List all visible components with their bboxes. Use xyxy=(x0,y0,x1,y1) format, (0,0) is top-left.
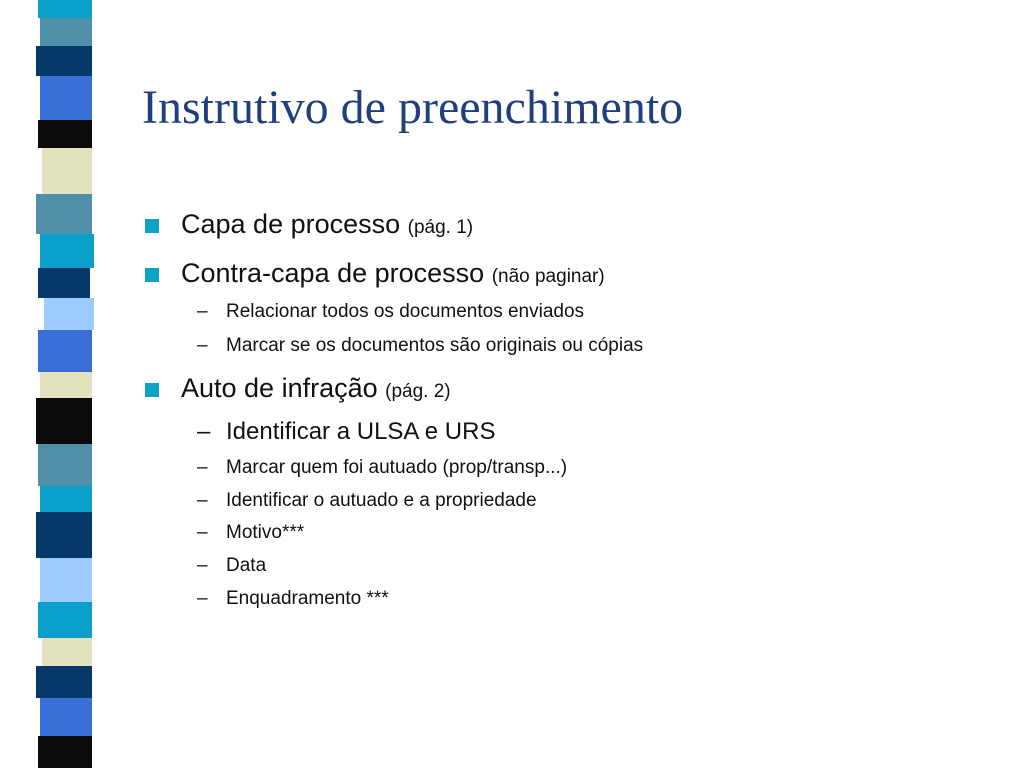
dash-bullet-icon: – xyxy=(197,418,211,445)
sub-list-item: Enquadramento *** xyxy=(226,588,389,609)
list-item xyxy=(181,211,473,238)
square-bullet-icon xyxy=(145,268,159,282)
dash-bullet-icon: – xyxy=(197,490,208,511)
sub-list-item: Identificar o autuado e a propriedade xyxy=(226,490,537,511)
item-note: (não paginar) xyxy=(491,266,605,287)
sub-list-item: Marcar se os documentos são originais ou cópias xyxy=(226,335,644,356)
item-text: Contra-capa de processo xyxy=(181,258,485,288)
sub-list-item: Motivo*** xyxy=(226,522,305,543)
sub-list-item: Relacionar todos os documentos enviados xyxy=(226,301,585,322)
dash-bullet-icon: – xyxy=(197,555,208,576)
dash-bullet-icon: – xyxy=(197,588,208,609)
item-text: Auto de infração xyxy=(181,373,378,403)
sub-list-item: Data xyxy=(226,555,267,576)
dash-bullet-icon: – xyxy=(197,457,208,478)
square-bullet-icon xyxy=(145,219,159,233)
square-bullet-icon xyxy=(145,383,159,397)
item-note: (pág. 2) xyxy=(385,381,451,402)
item-note: (pág. 1) xyxy=(407,217,474,238)
list-item xyxy=(181,260,605,287)
list-item xyxy=(181,375,451,402)
dash-bullet-icon: – xyxy=(197,335,208,356)
slide-title: Instrutivo de preenchimento xyxy=(142,81,684,134)
item-text: Capa de processo xyxy=(181,209,401,239)
dash-bullet-icon: – xyxy=(197,301,208,322)
sub-list-item: Identificar a ULSA e URS xyxy=(226,418,496,445)
sub-list-item: Marcar quem foi autuado (prop/transp...) xyxy=(226,457,568,478)
dash-bullet-icon: – xyxy=(197,522,208,543)
